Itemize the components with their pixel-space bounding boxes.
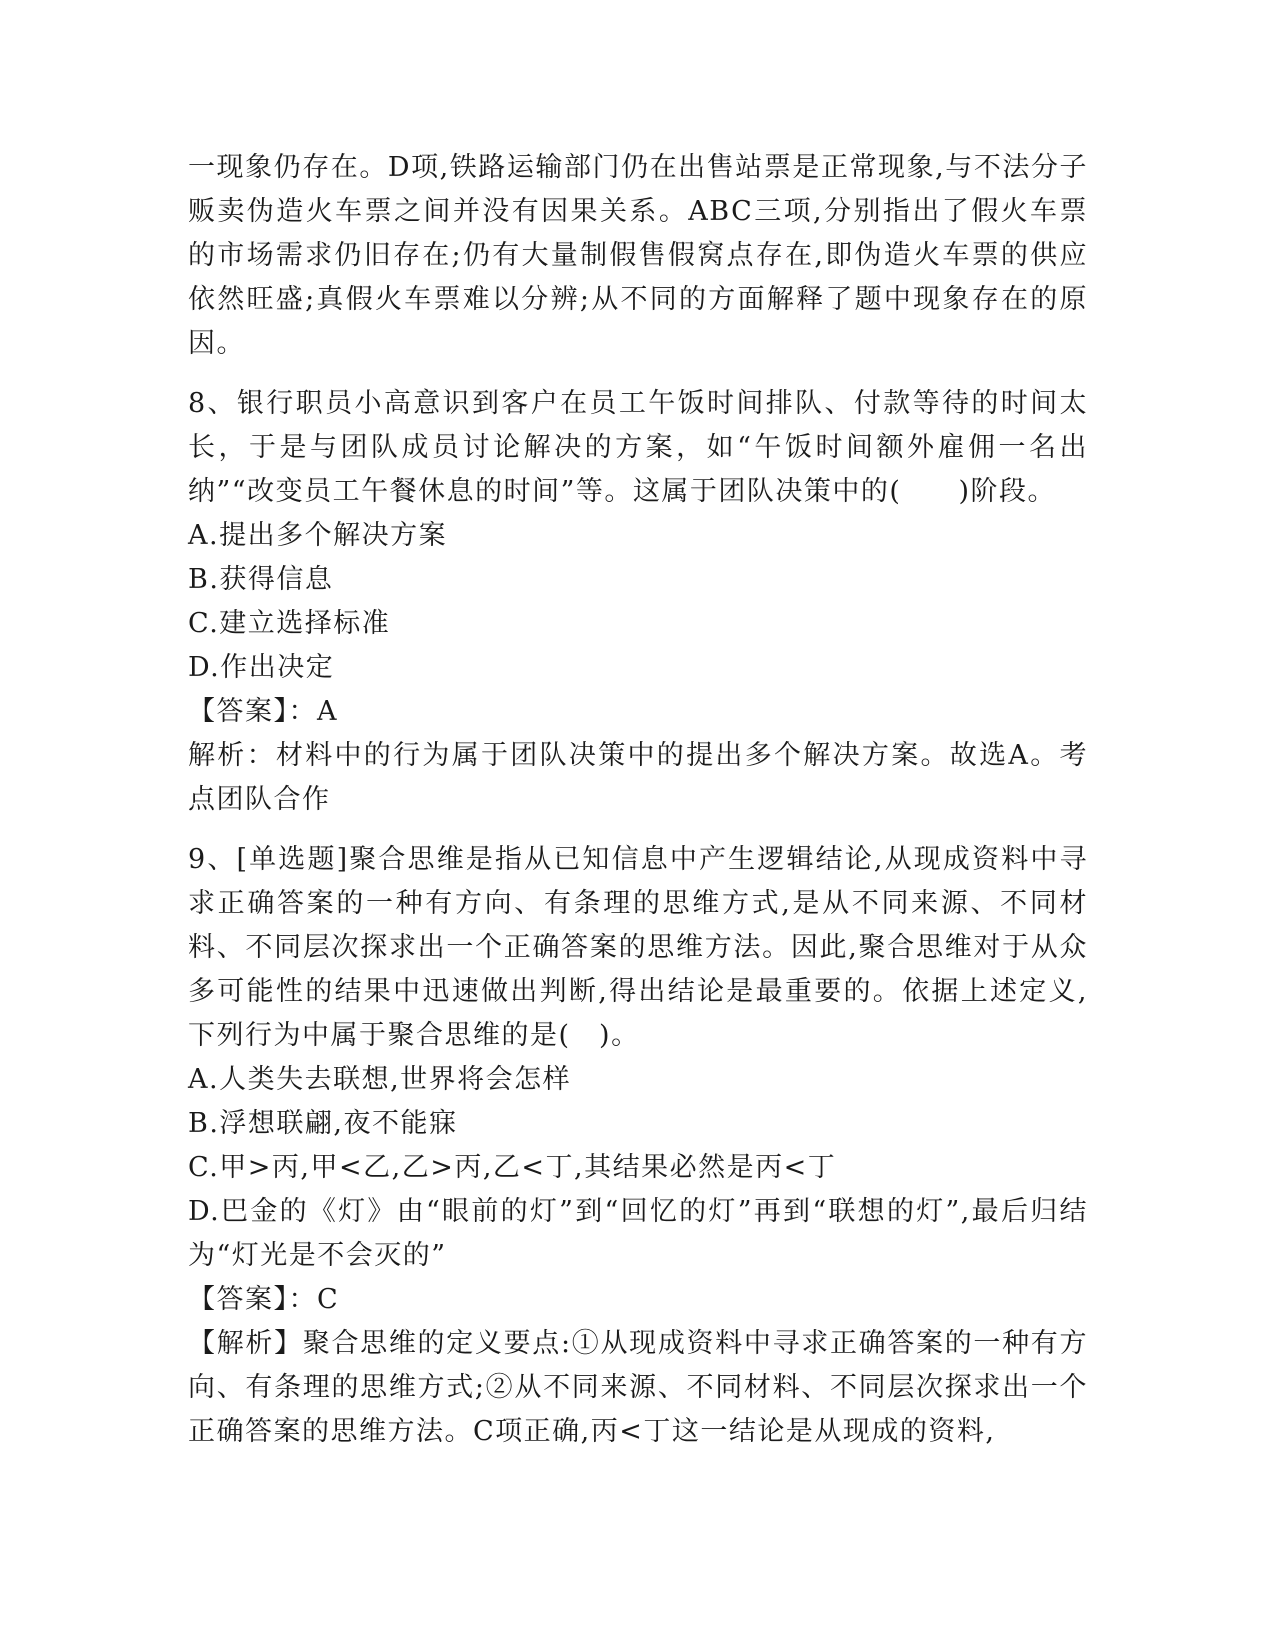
question-8-analysis: 解析：材料中的行为属于团队决策中的提出多个解决方案。故选A。考点团队合作 — [188, 740, 1088, 815]
paragraph-gap — [188, 822, 1088, 838]
question-9-analysis: 【解析】聚合思维的定义要点:①从现成资料中寻求正确答案的一种有方向、有条理的思维方式;②从不同来源、不同材料、不同层次探求出一个正确答案的思维方法。C项正确,丙<丁这一结论是从现成的资料, — [188, 1328, 1088, 1447]
question-9-option-d: D.巴金的《灯》由“眼前的灯”到“回忆的灯”再到“联想的灯”,最后归结为“灯光是不会灭的” — [188, 1196, 1088, 1271]
question-8-stem: 8、银行职员小高意识到客户在员工午饭时间排队、付款等待的时间太长，于是与团队成员讨论解决的方案，如“午饭时间额外雇佣一名出纳”“改变员工午餐休息的时间”等。这属于团队决策中的( )阶段。 — [188, 388, 1088, 507]
paragraph-gap — [188, 366, 1088, 382]
question-8-option-c: C.建立选择标准 — [188, 608, 391, 639]
question-8 — [188, 382, 1088, 822]
question-9 — [188, 838, 1088, 1454]
question-8-option-d: D.作出决定 — [188, 652, 335, 683]
question-9-answer: 【答案】：C — [188, 1284, 340, 1315]
previous-analysis-continuation: 一现象仍存在。D项,铁路运输部门仍在出售站票是正常现象,与不法分子贩卖伪造火车票之间并没有因果关系。ABC三项,分别指出了假火车票的市场需求仍旧存在;仍有大量制假售假窝点存在,即伪造火车票的供应依然旺盛;真假火车票难以分辨;从不同的方面解释了题中现象存在的原因。 — [188, 152, 1088, 359]
question-9-option-b: B.浮想联翩,夜不能寐 — [188, 1108, 458, 1139]
question-9-option-c: C.甲>丙,甲<乙,乙>丙,乙<丁,其结果必然是丙<丁 — [188, 1152, 837, 1183]
question-8-option-b: B.获得信息 — [188, 564, 334, 595]
document-body — [188, 146, 1088, 1454]
question-8-option-a: A.提出多个解决方案 — [188, 520, 448, 551]
question-9-stem: 9、[单选题]聚合思维是指从已知信息中产生逻辑结论,从现成资料中寻求正确答案的一种有方向、有条理的思维方式,是从不同来源、不同材料、不同层次探求出一个正确答案的思维方法。因此,聚合思维对于从众多可能性的结果中迅速做出判断,得出结论是最重要的。依据上述定义,下列行为中属于聚合思维的是( )。 — [188, 844, 1088, 1051]
question-8-answer: 【答案】：A — [188, 696, 338, 727]
question-9-option-a: A.人类失去联想,世界将会怎样 — [188, 1064, 572, 1095]
